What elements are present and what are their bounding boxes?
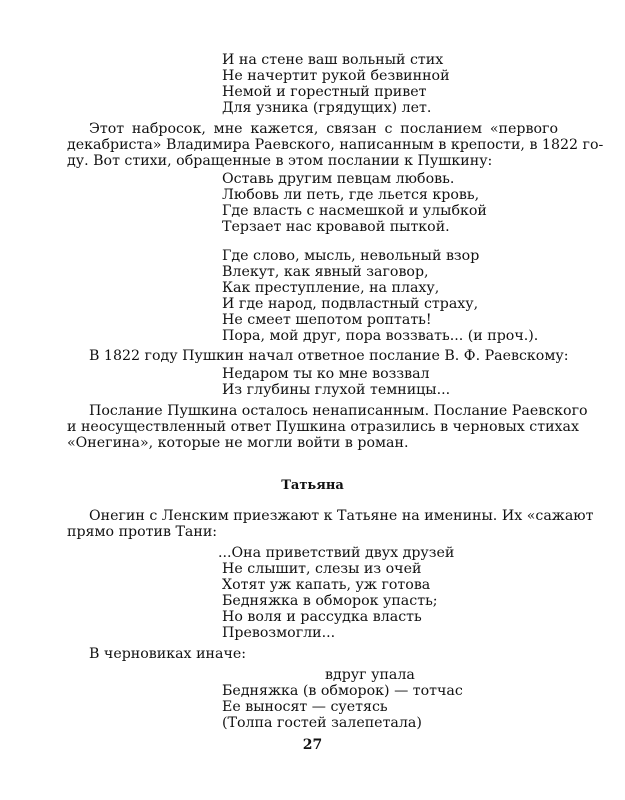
verse-line: Оставь другим певцам любовь. xyxy=(222,171,455,187)
verse-line: ...Она приветствий двух друзей xyxy=(218,545,455,561)
verse-line: Не слышит, слезы из очей xyxy=(222,561,422,577)
verse-line: Не смеет шепотом роптать! xyxy=(222,312,432,328)
paragraph-line: ду. Вот стихи, обращенные в этом послании к Пушкину: xyxy=(67,153,493,169)
verse-line: Немой и горестный привет xyxy=(222,84,427,100)
verse-line: Бедняжка в обморок упасть; xyxy=(222,593,438,609)
verse-line: Из глубины глухой темницы... xyxy=(222,382,451,398)
verse-line: Терзает нас кровавой пыткой. xyxy=(222,219,450,235)
verse-line: И где народ, подвластный страху, xyxy=(222,296,479,312)
verse-line: Как преступление, на плаху, xyxy=(222,280,440,296)
paragraph-line: В черновиках иначе: xyxy=(89,646,246,662)
verse-line: вдруг упала xyxy=(325,667,415,683)
paragraph-line: Онегин с Ленским приезжают к Татьяне на именины. Их «сажают xyxy=(89,508,594,524)
paragraph-line: Этот набросок, мне кажется, связан с посланием «первого xyxy=(89,121,558,137)
verse-line: Бедняжка (в обморок) — тотчас xyxy=(222,683,463,699)
verse-line: Для узника (грядущих) лет. xyxy=(222,100,432,116)
paragraph-line: Послание Пушкина осталось ненаписанным. Послание Раевского xyxy=(89,403,588,419)
verse-line: (Толпа гостей залепетала) xyxy=(222,715,422,731)
paragraph-line: В 1822 году Пушкин начал ответное послание В. Ф. Раевскому: xyxy=(89,348,569,364)
paragraph-line: прямо против Тани: xyxy=(67,524,218,540)
paragraph-line: декабриста» Владимира Раевского, написанным в крепости, в 1822 го- xyxy=(67,137,604,153)
verse-line: Хотят уж капать, уж готова xyxy=(222,577,431,593)
verse-line: Ее выносят — суетясь xyxy=(222,699,388,715)
paragraph-line: и неосуществленный ответ Пушкина отразились в черновых стихах xyxy=(67,419,580,435)
verse-line: Превозмогли... xyxy=(222,625,336,641)
page-number: 27 xyxy=(302,737,323,753)
verse-line: Влекут, как явный заговор, xyxy=(222,264,429,280)
verse-line: Где слово, мысль, невольный взор xyxy=(222,248,480,264)
verse-line: Пора, мой друг, пора воззвать... (и проч.). xyxy=(222,328,539,344)
paragraph-line: «Онегина», которые не могли войти в роман. xyxy=(67,435,409,451)
verse-line: Где власть с насмешкой и улыбкой xyxy=(222,203,487,219)
section-heading: Татьяна xyxy=(281,478,344,493)
verse-line: Но воля и рассудка власть xyxy=(222,609,422,625)
verse-line: И на стене ваш вольный стих xyxy=(222,52,444,68)
verse-line: Любовь ли петь, где льется кровь, xyxy=(222,187,480,203)
verse-line: Недаром ты ко мне воззвал xyxy=(222,366,430,382)
verse-line: Не начертит рукой безвинной xyxy=(222,68,450,84)
